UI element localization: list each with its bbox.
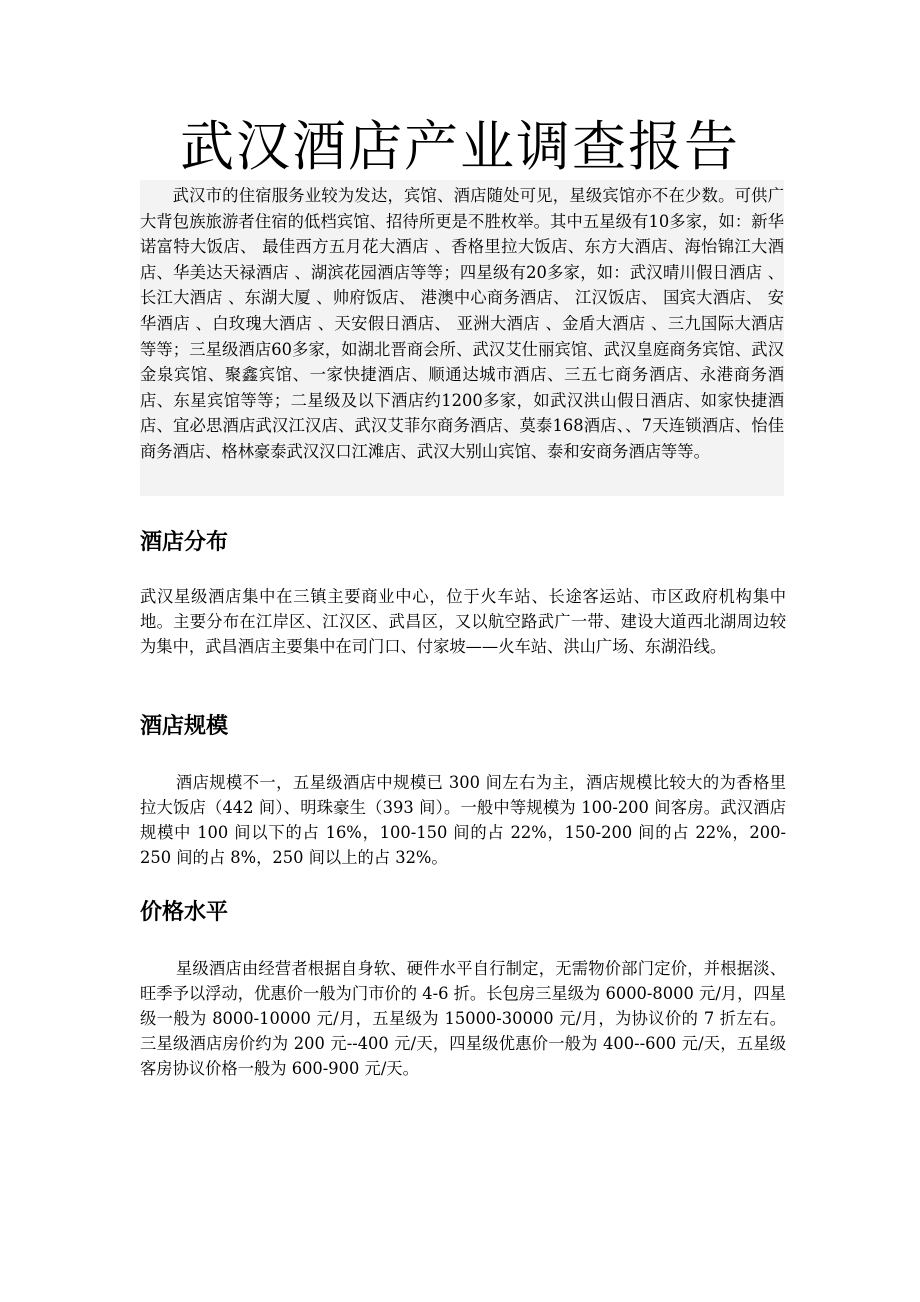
section-heading-price: 价格水平 <box>140 900 229 925</box>
intro-paragraph: 武汉市的住宿服务业较为发达，宾馆、酒店随处可见，星级宾馆亦不在少数。可供广大背包族旅游者住宿的低档宾馆、招待所更是不胜枚举。其中五星级有10多家，如：新华诺富特大饭店、 最佳西方五月花大酒店 、香格里拉大饭店、东方大酒店、海怡锦江大酒店、华美达天禄酒店 、湖滨花园酒店等等；四星级有20多家，如：武汉晴川假日酒店 、长江大酒店 、东湖大厦 、帅府饭店、 港澳中心商务酒店、 江汉饭店、 国宾大酒店、 安华酒店 、白玫瑰大酒店 、天安假日酒店、 亚洲大酒店 、金盾大酒店 、三九国际大酒店等等；三星级酒店60多家，如湖北晋商会所、武汉艾仕丽宾馆、武汉皇庭商务宾馆、武汉金泉宾馆、聚鑫宾馆、一家快捷酒店、顺通达城市酒店、三五七商务酒店、永港商务酒店、东星宾馆等等；二星级及以下酒店约1200多家，如武汉洪山假日酒店、如家快捷酒店、宜必思酒店武汉江汉店、武汉艾菲尔商务酒店、莫泰168酒店、、7天连锁酒店、怡佳商务酒店、格林豪泰武汉汉口江滩店、武汉大别山宾馆、泰和安商务酒店等等。 <box>140 186 784 461</box>
section-heading-scale: 酒店规模 <box>140 714 229 739</box>
intro-block <box>140 180 784 496</box>
section-body-price: 星级酒店由经营者根据自身软、硬件水平自行制定，无需物价部门定价，并根据淡、旺季予以浮动，优惠价一般为门市价的 4-6 折。长包房三星级为 6000-8000 元/月，四星级一般为 8000-10000 元/月，五星级为 15000-30000 元/月，为协议价的 7 折左右。三星级酒店房价约为 200 元--400 元/天，四星级优惠价一般为 400--600 元/天，五星级客房协议价格一般为 600-900 元/天。 <box>140 959 786 1078</box>
page-title: 武汉酒店产业调查报告 <box>180 115 740 178</box>
section-body-distribution: 武汉星级酒店集中在三镇主要商业中心，位于火车站、长途客运站、市区政府机构集中地。主要分布在江岸区、江汉区、武昌区，又以航空路武广一带、建设大道西北湖周边较为集中，武昌酒店主要集中在司门口、付家坡——火车站、洪山广场、东湖沿线。 <box>140 587 786 656</box>
section-body-scale: 酒店规模不一，五星级酒店中规模已 300 间左右为主，酒店规模比较大的为香格里拉大饭店（442 间）、明珠豪生（393 间）。一般中等规模为 100-200 间客房。武汉酒店规模中 100 间以下的占 16%，100-150 间的占 22%，150-200 间的占 22%，200-250 间的占 8%，250 间以上的占 32%。 <box>140 773 786 867</box>
section-heading-distribution: 酒店分布 <box>140 530 229 555</box>
